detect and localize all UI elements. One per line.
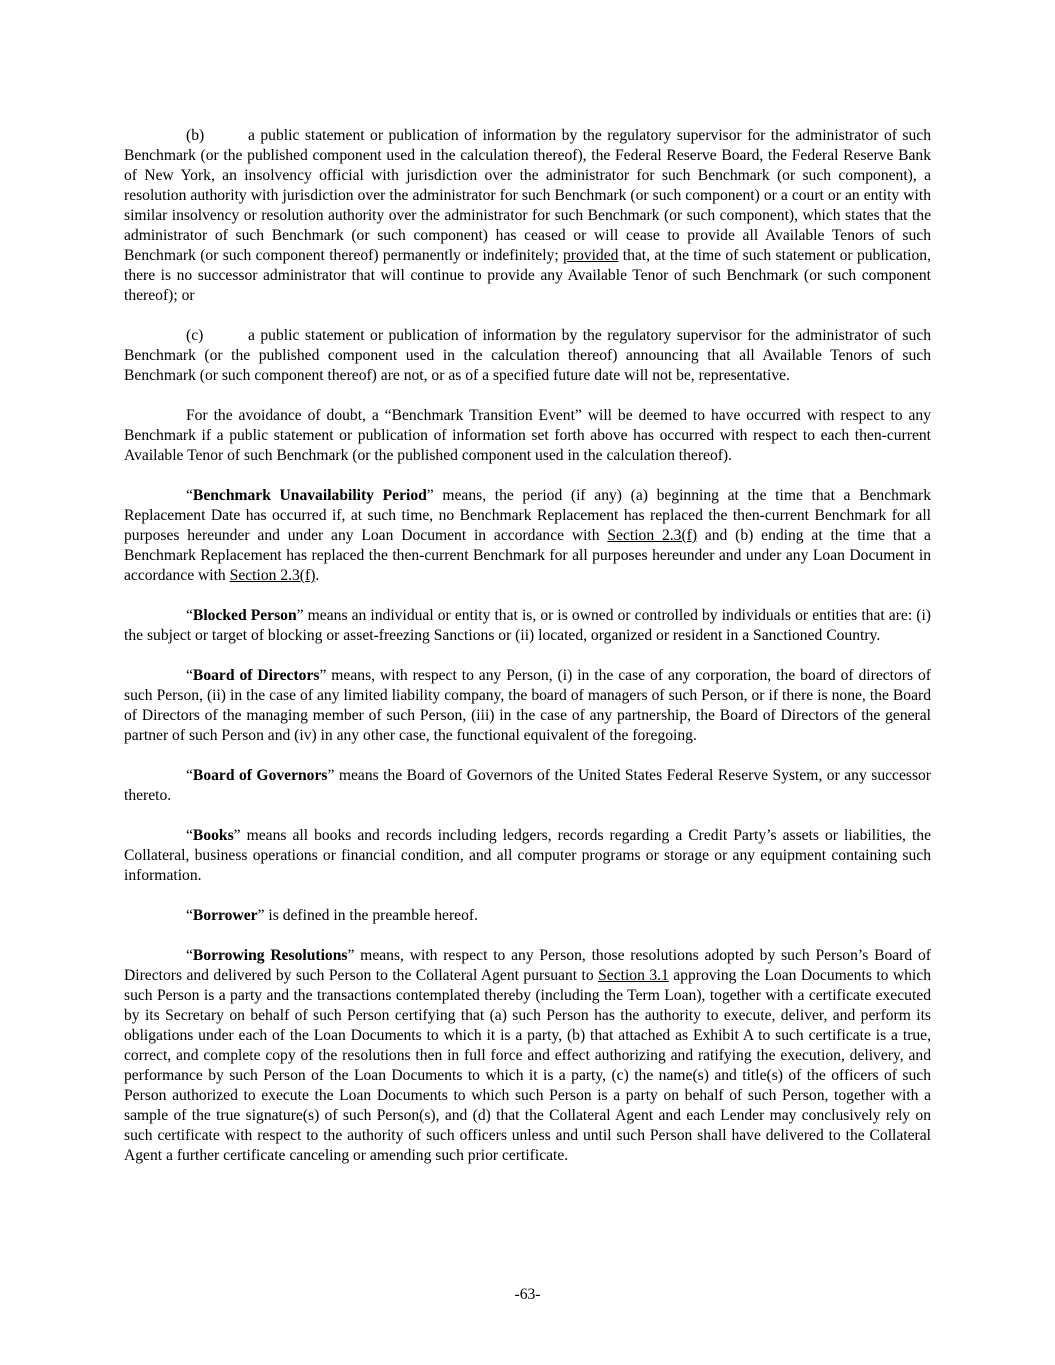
paragraph (124, 826, 931, 886)
text-run: ” means all books and records including ledgers, records regarding a Credit Party’s assets or liabilities, the Collateral, business operations or financial condition, and all computer programs or storage or any equipment containing such information. (124, 827, 931, 884)
text-run: ” means, the period (if any) (a) beginning at the time that a Benchmark Replacement Date has occurred if, at such time, no Benchmark Replacement has replaced the then-current Benchmark for all purposes hereunder and under any Loan Document in accordance with (124, 487, 931, 544)
paragraph (124, 606, 931, 646)
document-page (124, 126, 931, 1186)
text-run: “ (186, 767, 193, 784)
text-run: approving the Loan Documents to which such Person is a party and the transactions contemplated thereby (including the Term Loan), together with a certificate executed by its Secretary on behalf of such Person certifying that (a) such Person has the authority to execute, deliver, and perform its obligations under each of the Loan Documents to which it is a party, (b) that attached as Exhibit A to such certificate is a true, correct, and complete copy of the resolutions then in full force and effect authorizing and ratifying the execution, delivery, and performance by such Person of the Loan Documents to which it is a party, (c) the name(s) and title(s) of the officers of such Person authorized to execute the Loan Documents to which such Person is a party on behalf of such Person, together with a sample of the true signature(s) of such Person(s), and (d) that the Collateral Agent and each Lender may conclusively rely on such certificate with respect to the authority of such officers unless and until such Person shall have delivered to the Collateral Agent a further certificate canceling or amending such prior certificate. (124, 967, 931, 1164)
defined-term: Benchmark Unavailability Period (192, 487, 427, 504)
text-run: ” means, with respect to any Person, those resolutions adopted by such Person’s Board of Directors and delivered by such Person to the Collateral Agent pursuant to (124, 947, 931, 984)
text-run: For the avoidance of doubt, a “Benchmark Transition Event” will be deemed to have occurred with respect to any Benchmark if a public statement or publication of information set forth above has occurred with respect to each then-current Available Tenor of such Benchmark (or the published component used in the calculation thereof). (124, 407, 931, 464)
text-run: “ (186, 827, 193, 844)
clause-label: (b) (186, 127, 205, 144)
page-number: -63- (514, 1286, 541, 1303)
text-run: “ (186, 607, 193, 624)
defined-term: Borrower (192, 907, 258, 924)
section-reference: Section 2.3(f) (607, 527, 698, 544)
text-run: ” is defined in the preamble hereof. (257, 907, 478, 924)
text-run: a public statement or publication of information by the regulatory supervisor for the administrator of such Benchmark (or the published component used in the calculation thereof) announcing that all Available Tenors of such Benchmark (or such component thereof) are not, or as of a specified future date will not be, representative. (124, 327, 931, 384)
text-run: that, at the time of such statement or publication, there is no successor administrator that will continue to provide any Available Tenor of such Benchmark (or such component thereof); or (124, 247, 931, 304)
paragraph (124, 666, 931, 746)
paragraph (124, 126, 931, 306)
text-run: ” means an individual or entity that is, or is owned or controlled by individuals or entities that are: (i) the subject or target of blocking or asset-freezing Sanctions or (ii) located, organized or resident in a Sanctioned Country. (124, 607, 931, 644)
defined-term: Borrowing Resolutions (192, 947, 348, 964)
defined-term: Blocked Person (192, 607, 297, 624)
section-reference: provided (563, 247, 619, 264)
text-run: . (315, 567, 320, 584)
text-run: ” means, with respect to any Person, (i) in the case of any corporation, the board of directors of such Person, (ii) in the case of any limited liability company, the board of managers of such Person, or if there is none, the Board of Directors of the managing member of such Person, (iii) in the case of any partnership, the Board of Directors of the general partner of such Person and (iv) in any other case, the functional equivalent of the foregoing. (124, 667, 931, 744)
paragraph (124, 406, 931, 466)
defined-term: Board of Governors (192, 767, 328, 784)
section-reference: Section 2.3(f) (229, 567, 316, 584)
paragraph (124, 326, 931, 386)
defined-term: Board of Directors (192, 667, 320, 684)
paragraph (124, 486, 931, 586)
text-run: “ (186, 947, 193, 964)
text-run: “ (186, 907, 193, 924)
paragraph (124, 946, 931, 1166)
clause-label: (c) (186, 327, 204, 344)
defined-term: Books (192, 827, 234, 844)
paragraph (124, 906, 931, 926)
text-run: a public statement or publication of information by the regulatory supervisor for the administrator of such Benchmark (or the published component used in the calculation thereof), the Federal Reserve Board, the Federal Reserve Bank of New York, an insolvency official with jurisdiction over the administrator for such Benchmark (or such component), a resolution authority with jurisdiction over the administrator for such Benchmark (or such component) or a court or an entity with similar insolvency or resolution authority over the administrator for such Benchmark (or such component), which states that the administrator of such Benchmark (or such component) has ceased or will cease to provide all Available Tenors of such Benchmark (or such component thereof) permanently or indefinitely; (124, 127, 931, 264)
section-reference: Section 3.1 (598, 967, 669, 984)
text-run: and (b) ending at the time that a Benchmark Replacement has replaced the then-current Benchmark for all purposes hereunder and under any Loan Document in accordance with (124, 527, 931, 584)
text-run: ” means the Board of Governors of the United States Federal Reserve System, or any successor thereto. (124, 767, 932, 804)
paragraph (124, 766, 931, 806)
text-run: “ (186, 487, 193, 504)
text-run: “ (186, 667, 193, 684)
